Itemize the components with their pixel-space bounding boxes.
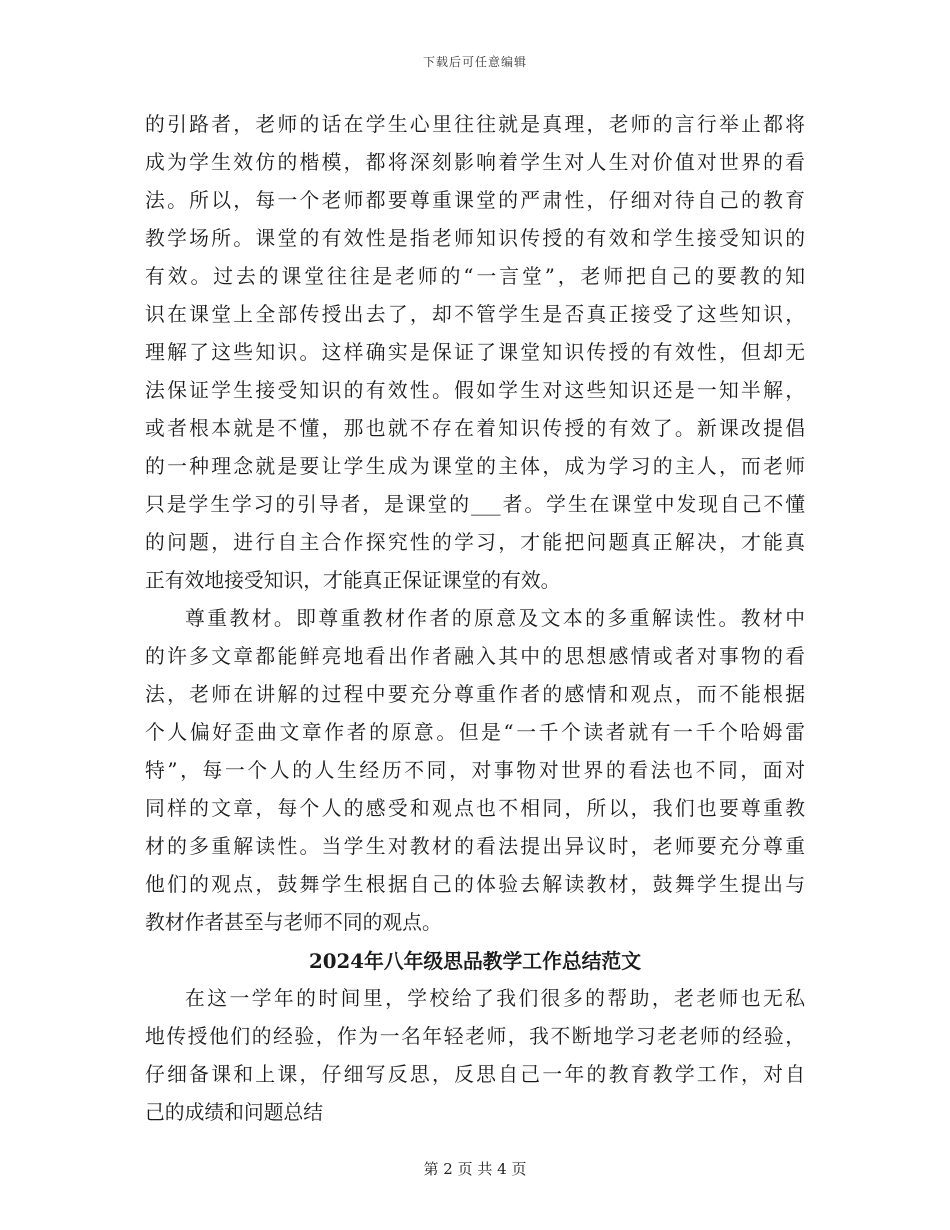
text-line: 的问题，进行自主合作探究性的学习，才能把问题真正解决，才能真 <box>145 531 805 554</box>
text-line: 同样的文章，每个人的感受和观点也不相同，所以，我们也要尊重教 <box>145 797 805 820</box>
text-line: 或者根本就是不懂，那也就不存在着知识传授的有效了。新课改提倡 <box>145 417 805 440</box>
text-line: 教学场所。课堂的有效性是指老师知识传授的有效和学生接受知识的 <box>145 227 805 250</box>
text-line: 的一种理念就是要让学生成为课堂的主体，成为学习的主人，而老师 <box>145 455 805 478</box>
text-line: 法。所以，每一个老师都要尊重课堂的严肃性，仔细对待自己的教育 <box>145 189 805 212</box>
text-line: 正有效地接受知识，才能真正保证课堂的有效。 <box>145 569 561 592</box>
text-line: 法，老师在讲解的过程中要充分尊重作者的感情和观点，而不能根据 <box>145 683 805 706</box>
text-line: 地传授他们的经验，作为一名年轻老师，我不断地学习老老师的经验， <box>145 1025 805 1048</box>
page-header: 下载后可任意编辑 <box>422 55 527 69</box>
page-number-footer: 第 2 页 共 4 页 <box>423 1160 527 1178</box>
paragraph-2 <box>145 600 805 942</box>
paragraph-1 <box>145 106 805 600</box>
text-line: 己的成绩和问题总结 <box>145 1101 324 1124</box>
text-line: 教材作者甚至与老师不同的观点。 <box>145 911 442 934</box>
text-line: 特”，每一个人的人生经历不同，对事物对世界的看法也不同，面对 <box>145 759 805 782</box>
text-line: 的引路者，老师的话在学生心里往往就是真理，老师的言行举止都将 <box>145 113 805 136</box>
text-line: 理解了这些知识。这样确实是保证了课堂知识传授的有效性，但却无 <box>145 341 805 364</box>
text-line: 有效。过去的课堂往往是老师的“一言堂”，老师把自己的要教的知 <box>145 265 805 288</box>
text-line: 个人偏好歪曲文章作者的原意。但是“一千个读者就有一千个哈姆雷 <box>145 721 805 744</box>
text-line: 法保证学生接受知识的有效性。假如学生对这些知识还是一知半解， <box>145 379 805 402</box>
text-line: 识在课堂上全部传授出去了，却不管学生是否真正接受了这些知识， <box>145 303 805 326</box>
text-line: 他们的观点，鼓舞学生根据自己的体验去解读教材，鼓舞学生提出与 <box>145 873 805 896</box>
text-line: 尊重教材。即尊重教材作者的原意及文本的多重解读性。教材中 <box>185 607 805 630</box>
text-line: 材的多重解读性。当学生对教材的看法提出异议时，老师要充分尊重 <box>145 835 805 858</box>
text-line: 只是学生学习的引导者，是课堂的___者。学生在课堂中发现自己不懂 <box>145 493 805 516</box>
text-line: 仔细备课和上课，仔细写反思，反思自己一年的教育教学工作，对自 <box>145 1063 805 1086</box>
text-line: 在这一学年的时间里，学校给了我们很多的帮助，老老师也无私 <box>185 987 805 1010</box>
text-line: 成为学生效仿的楷模，都将深刻影响着学生对人生对价值对世界的看 <box>145 151 805 174</box>
paragraph-3 <box>145 980 805 1132</box>
document-body <box>145 106 805 1132</box>
text-line: 的许多文章都能鲜亮地看出作者融入其中的思想感情或者对事物的看 <box>145 645 805 668</box>
section-heading: 2024年八年级思品教学工作总结范文 <box>309 949 641 973</box>
